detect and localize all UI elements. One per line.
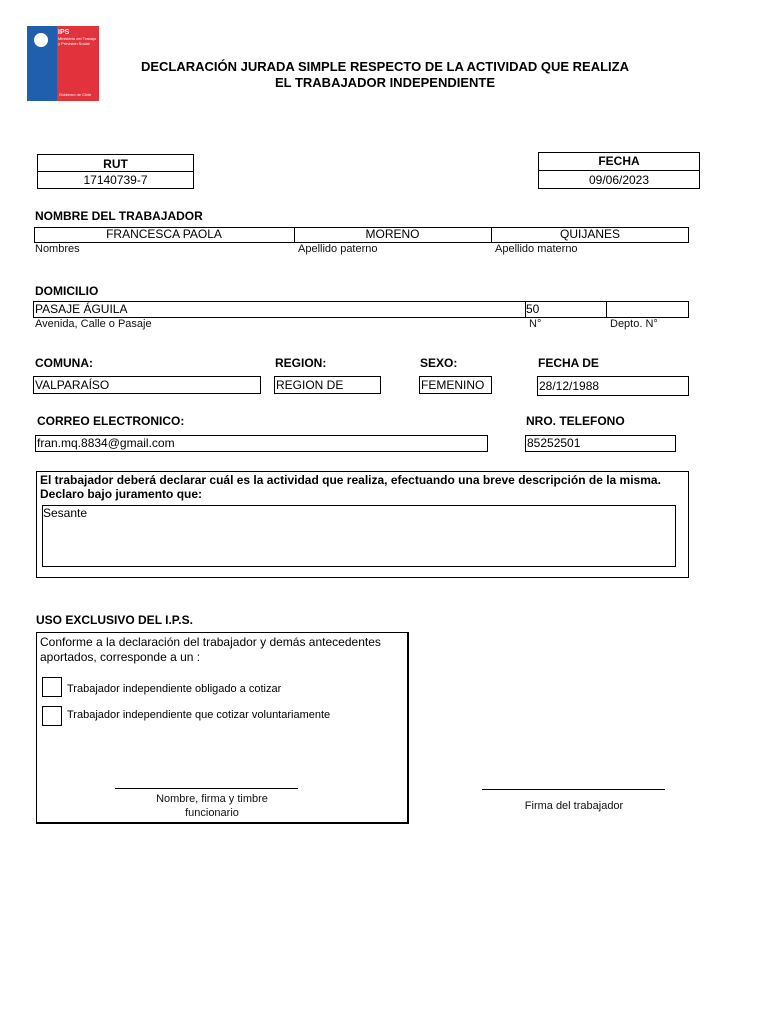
correo-label: CORREO ELECTRONICO: [37,414,185,428]
logo-gobierno-text: Gobierno de Chile [59,92,92,97]
apellido-materno-caption: Apellido materno [495,243,578,255]
option1-label: Trabajador independiente obligado a cotizar [67,683,282,695]
ips-logo [27,26,99,101]
page-title-line1: DECLARACIÓN JURADA SIMPLE RESPECTO DE LA ACTIVIDAD QUE REALIZA [140,59,629,74]
domicilio-label: DOMICILIO [35,284,99,298]
fecha-label: FECHA [598,154,640,168]
depto-caption: Depto. N° [610,318,658,330]
comuna-label: COMUNA: [35,356,93,370]
firma-funcionario-line [115,788,298,789]
logo-ministerio-text: Ministerio del Trabajo [58,36,97,41]
sexo-label: SEXO: [420,356,458,370]
nombres-value[interactable]: FRANCESCA PAOLA [106,227,222,241]
actividad-value: Sesante [43,506,88,520]
fecha-de-value[interactable]: 28/12/1988 [539,379,600,393]
telefono-label: NRO. TELEFONO [526,414,625,428]
rut-value[interactable]: 17140739-7 [83,173,148,187]
numero-value[interactable]: 50 [526,302,540,316]
apellido-materno-value[interactable]: QUIJANES [559,227,620,241]
firma-trabajador-line [482,789,665,790]
ips-intro: Conforme a la declaración del trabajador y demás antecedentes aportados, corresponde a un : [40,635,381,664]
firma-funcionario-caption1: Nombre, firma y timbre [156,793,268,805]
apellido-paterno-caption: Apellido paterno [298,243,378,255]
page-title-line2: EL TRABAJADOR INDEPENDIENTE [274,75,496,90]
nombre-label: NOMBRE DEL TRABAJADOR [35,209,203,223]
region-label: REGION: [275,356,327,370]
apellido-paterno-value[interactable]: MORENO [365,227,420,241]
firma-trabajador-caption: Firma del trabajador [524,800,624,812]
numero-caption: N° [529,318,542,330]
logo-ips-text: IPS [58,29,70,36]
option1-checkbox[interactable] [42,677,62,697]
region-value[interactable]: REGION DE [276,378,344,392]
rut-label: RUT [103,157,128,171]
sexo-value[interactable]: FEMENINO [421,378,485,392]
option2-label: Trabajador independiente que cotizar voluntariamente [67,709,331,721]
calle-caption: Avenida, Calle o Pasaje [35,318,152,330]
actividad-instruction: El trabajador deberá declarar cuál es la actividad que realiza, efectuando una breve descripción de la misma. Declaro bajo juramento que: [40,473,661,501]
ips-label: USO EXCLUSIVO DEL I.P.S. [36,613,193,627]
logo-prevision-text: y Previsión Social [58,41,90,46]
option2-checkbox[interactable] [42,706,62,726]
nombres-caption: Nombres [35,243,80,255]
fecha-de-label: FECHA DE [538,356,599,370]
correo-value[interactable]: fran.mq.8834@gmail.com [37,436,175,450]
comuna-value[interactable]: VALPARAÍSO [35,378,110,392]
calle-value[interactable]: PASAJE ÁGUILA [35,302,128,316]
fecha-value[interactable]: 09/06/2023 [588,173,650,187]
telefono-value[interactable]: 85252501 [527,436,581,450]
firma-funcionario-caption2: funcionario [185,807,239,819]
